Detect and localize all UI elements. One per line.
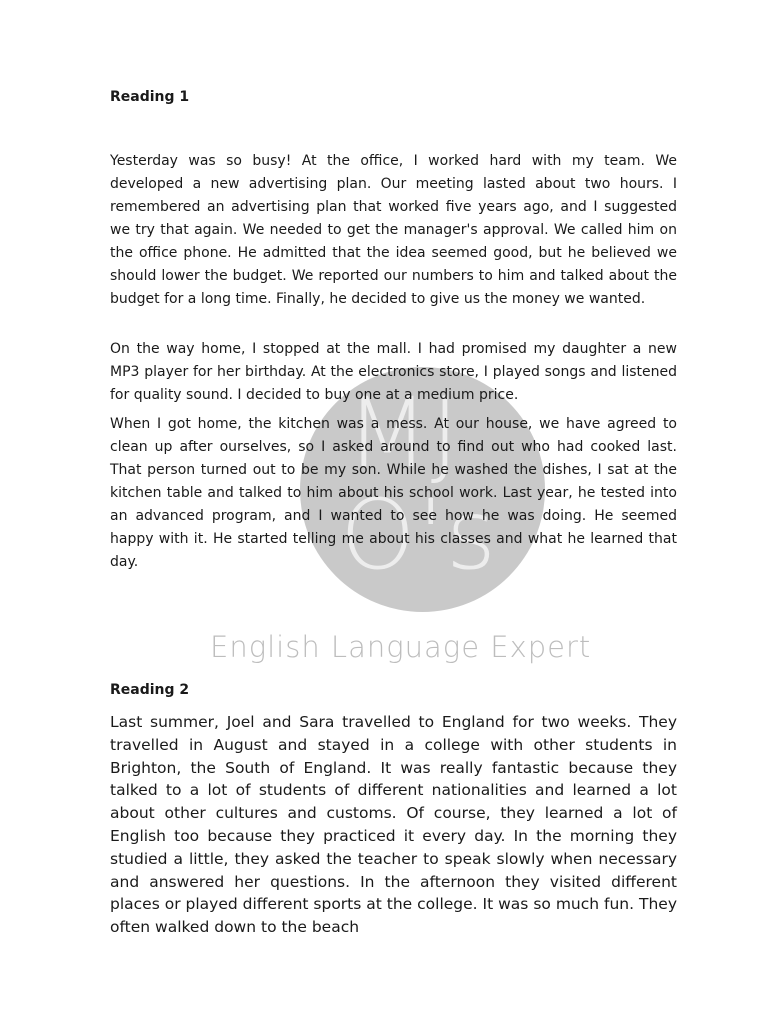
- reading-1-paragraph-3: When I got home, the kitchen was a mess. At our house, we have agreed to clean up after ourselves, so I asked around to find out who had cooked last. That person turned out to be my son. While he washed the dishes, I sat at the kitchen table and talked to him about his school work. Last year, he tested into an advanced program, and I wanted to see how he was doing. He seemed happy with it. He started telling me about his classes and what he learned that day.: [110, 416, 677, 570]
- watermark-caption: English Language Expert: [210, 630, 592, 664]
- reading-2-paragraph-1: Last summer, Joel and Sara travelled to England for two weeks. They travelled in August and stayed in a college with other students in Brighton, the South of England. It was really fantastic because they talked to a lot of students of different nationalities and learned a lot about other cultures and customs. Of course, they learned a lot of English too because they practiced it every day. In the morning they studied a little, they asked the teacher to speak slowly when necessary and answered her questions. In the afternoon they visited different places or played different sports at the college. It was so much fun. They often walked down to the beach: [110, 713, 677, 937]
- watermark-seal-bottom-letters: O's: [340, 479, 498, 591]
- reading-2-heading: Reading 2: [110, 682, 190, 698]
- reading-1-paragraph-1: Yesterday was so busy! At the office, I worked hard with my team. We developed a new advertising plan. Our meeting lasted about two hours. I remembered an advertising plan that worked five years ago, and I suggested we try that again. We needed to get the manager's approval. We called him on the office phone. He admitted that the idea seemed good, but he believed we should lower the budget. We reported our numbers to him and talked about the budget for a long time. Finally, he decided to give us the money we wanted.: [110, 153, 677, 307]
- watermark-seal-top-letters: MJ: [346, 377, 462, 489]
- reading-1-paragraph-2: On the way home, I stopped at the mall. I had promised my daughter a new MP3 player for her birthday. At the electronics store, I played songs and listened for quality sound. I decided to buy one at a medium price.: [110, 341, 677, 403]
- reading-1-heading: Reading 1: [110, 89, 190, 105]
